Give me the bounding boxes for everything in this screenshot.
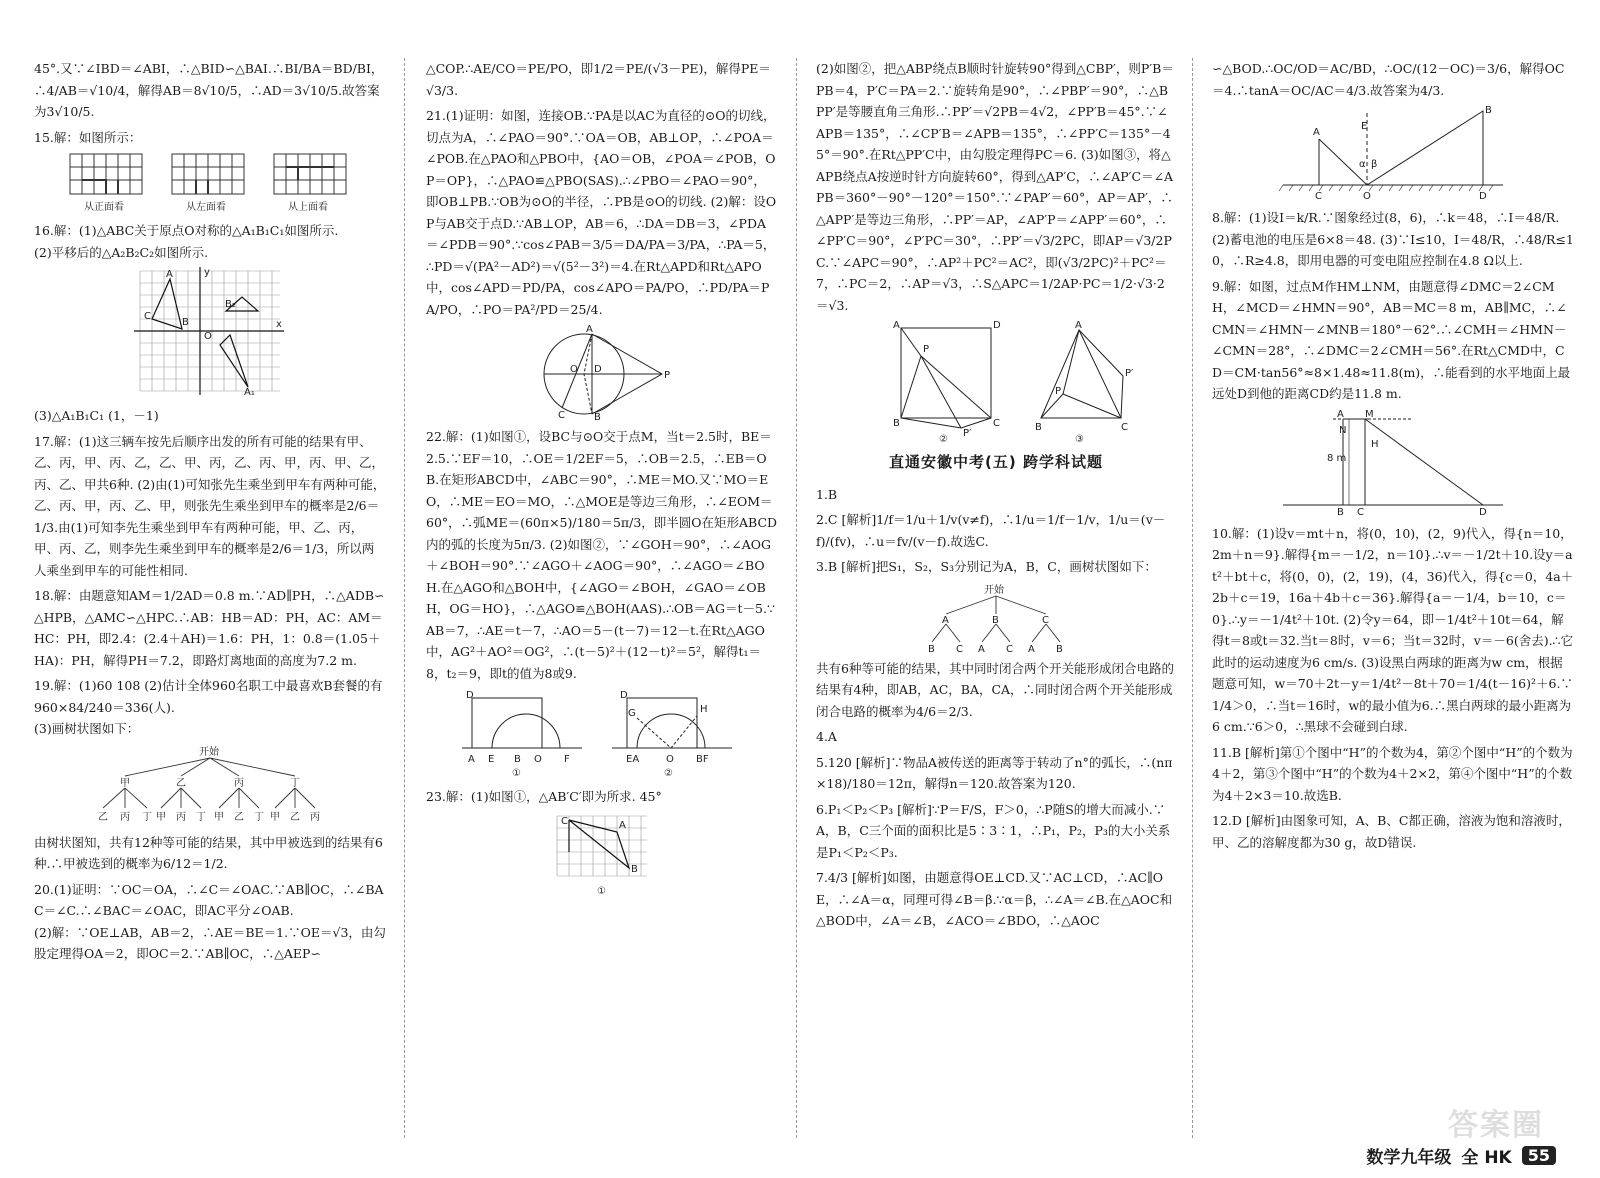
svg-text:A: A [893, 320, 900, 331]
svg-text:B: B [514, 754, 521, 765]
tree-root: 开始 [984, 584, 1004, 596]
view-label-front: 从正面看 [84, 202, 124, 213]
svg-text:M: M [1365, 408, 1374, 420]
footer-subject: 数学九年级 [1366, 1148, 1452, 1168]
column-divider [796, 58, 797, 1138]
tree-leaf: 甲 [270, 811, 280, 823]
tree-node: 乙 [176, 777, 186, 789]
answer-12: 12.D [解析]由图象可知，A、B、C都正确，溶液为饱和溶液时，甲、乙的溶解度都为30 g，故D错误. [1212, 813, 1571, 850]
svg-text:C: C [1315, 191, 1322, 201]
svg-text:B: B [1485, 105, 1492, 116]
answer-18: 18.解：由题意知AM＝1/2AD＝0.8 m.∵AD∥PH，∴△ADB∽△HPB，△AMC∽△HPC.∴AB：HB＝AD：PH，AC：AM＝HC：PH，即2.4：(2.4＋AH)＝1.6：PH，1：0.8＝(1.05＋HA)：PH，解得PH＝7.2，即路灯离地面的高度为7.2 m. [34, 588, 385, 668]
svg-text:C: C [561, 815, 568, 827]
answer-q3: 3.B [解析]把S₁，S₂，S₃分别记为A，B，C，画树状图如下： [816, 559, 1157, 575]
grid-rotation-figure [547, 812, 657, 900]
svg-text:x: x [276, 319, 282, 330]
svg-text:P: P [1055, 386, 1062, 397]
tree-leaf: C [956, 643, 963, 652]
tree-leaf: 乙 [234, 811, 244, 823]
answer-q7: 7.4/3 [解析]如图，由题意得OE⊥CD.又∵AC⊥CD，∴AC∥OE，∴∠A＝α，同理可得∠B＝β.∵α＝β，∴∠A＝∠B.在△AOC和△BOD中，∠A＝∠B，∠ACO＝∠BDO，∴△AOC [816, 870, 1173, 929]
tree-node: 丙 [234, 777, 244, 789]
three-views-figure [60, 152, 360, 214]
column-1 [34, 58, 386, 1138]
svg-text:C: C [1121, 422, 1128, 433]
svg-text:A: A [468, 754, 475, 765]
tree-leaf: B [1056, 643, 1063, 652]
svg-text:B₂: B₂ [225, 299, 236, 310]
svg-text:y: y [204, 267, 210, 278]
svg-text:O: O [534, 754, 542, 765]
answer-14-tail: 45°.又∵∠IBD＝∠ABI，∴△BID∽△BAI.∴BI/BA＝BD/BI，∴4/AB＝√10/4，解得AB＝8√10/5，∴AD＝3√10/5.故答案为3√10/5. [34, 61, 384, 119]
svg-text:H: H [700, 704, 708, 715]
svg-text:H: H [1371, 438, 1379, 450]
page-footer [1366, 1143, 1556, 1168]
answer-q3-conclusion: 共有6种等可能的结果，其中同时闭合两个开关能形成闭合电路的结果有4种，即AB，AC，BA，CA，∴同时闭合两个开关能形成闭合电路的概率为4/6＝2/3. [816, 660, 1174, 719]
answer-23: 23.解：(1)如图①，△AB′C′即为所求. 45° [426, 789, 662, 804]
svg-text:C: C [558, 410, 565, 420]
svg-text:P′: P′ [1125, 368, 1134, 379]
svg-text:O: O [570, 364, 578, 375]
tree-diagram-19 [85, 744, 335, 826]
tree-leaf: 丁 [142, 811, 152, 823]
tree-node: B [992, 614, 999, 626]
svg-text:D: D [466, 690, 474, 701]
answer-q5: 5.120 [解析]∵物品A被传送的距离等于转动了n°的弧长，∴(nπ×18)/180＝12π，解得n＝120.故答案为120. [816, 754, 1173, 792]
svg-text:B: B [594, 412, 601, 420]
svg-text:β: β [1371, 159, 1378, 170]
svg-text:A₁: A₁ [244, 387, 255, 398]
answer-17: 17.解：(1)这三辆车按先后顺序出发的所有可能的结果有甲、乙、丙，甲、丙、乙，乙、甲、丙，乙、丙、甲，丙、甲、乙，丙、乙、甲共6种. (2)由(1)可知张先生乘坐到甲车有两种可能，乙、丙、甲，丙、乙、甲，则张先生乘坐到甲车的概率是2/6＝1/3.由(1)可知李先生乘坐到甲车有两种可能，甲、乙、丙，甲、丙、乙，则李先生乘坐到甲车的概率是2/6＝1/3，所以两人乘坐到甲车的可能性相同. [34, 433, 386, 578]
column-divider [1192, 58, 1193, 1138]
tree-leaf: C [1006, 643, 1013, 652]
svg-text:P: P [664, 370, 671, 381]
tree-leaf: 丙 [310, 811, 320, 823]
svg-text:E: E [488, 754, 495, 765]
answer-19-conclusion: 由树状图知，共有12种等可能的结果，其中甲被选到的结果有6种.∴甲被选到的概率为6/12＝1/2. [34, 834, 383, 871]
svg-text:N: N [1339, 424, 1347, 436]
figure-label: ① [512, 768, 521, 779]
view-label-top: 从上面看 [288, 202, 328, 213]
tree-leaf: A [1028, 643, 1035, 652]
mirror-reflection-figure [1273, 105, 1513, 201]
answer-20-tail: △COP.∴AE/CO＝PE/PO，即1/2＝PE/(√3－PE)，解得PE＝√3/3. [426, 61, 771, 98]
page-number: 55 [1522, 1146, 1556, 1165]
answer-16-3: (3)△A₁B₁C₁ (1，－1) [34, 408, 159, 423]
answer-11: 11.B [解析]第①个图中“H”的个数为4，第②个图中“H”的个数为4＋2，第③个图中“H”的个数为4＋2×2，第④个图中“H”的个数为4＋2×3＝10.故选B. [1212, 744, 1573, 803]
svg-text:C: C [144, 311, 151, 322]
answer-20: 20.(1)证明：∵OC＝OA，∴∠C＝∠OAC.∵AB∥OC，∴∠BAC＝∠C.∴∠BAC＝∠OAC，即AC平分∠OAB. (2)解：∵OE⊥AB，AB＝2，∴AE＝BE＝1.∵OE＝√3，由勾股定理得OA＝2，即OC＝2.∵AB∥OC，∴△AEP∽ [34, 881, 386, 961]
tree-node: C [1042, 614, 1049, 626]
answer-q4: 4.A [816, 729, 837, 745]
tree-node: 丁 [290, 777, 300, 789]
answer-21: 21.(1)证明：如图，连接OB.∵PA是以AC为直径的⊙O的切线，切点为A，∴∠PAO＝90°.∵OA＝OB，AB⊥OP，∴∠POA＝∠POB.在△PAO和△PBO中，{AO＝OB，∠POA＝∠POB，OP＝OP}，∴△PAO≌△PBO(SAS).∴∠PBO＝∠PAO＝90°，即OB⊥PB.∵OB为⊙O的半径，∴PB是⊙O的切线. (2)解：设OP与AB交于点D.∵AB⊥OP，AB＝6，∴DA＝DB＝3，∠PDA＝∠PDB＝90°.∵cos∠PAB＝3/5＝DA/PA＝3/PA，∴PA＝5，∴PD＝√(PA²－AD²)＝√(5²－3²)＝4.在Rt△APD和Rt△APO中，cos∠APD＝PD/PA，cos∠APO＝PA/PO，∴PD/PA＝PA/PO，∴PO＝PA²/PD＝25/4. [426, 108, 777, 317]
rectangle-semicircle-figures [452, 688, 752, 780]
tree-leaf: 甲 [156, 811, 166, 823]
tree-leaf: 丙 [176, 811, 186, 823]
figure-label: ③ [1075, 434, 1084, 444]
watermark-logo: 答案圈 [1448, 1108, 1544, 1143]
svg-text:D: D [1479, 191, 1487, 201]
answer-9: 9.解：如图，过点M作HM⊥NM，由题意得∠DMC＝2∠CMH，∠MCD＝∠HMN＝90°，AB＝MC＝8 m，AB∥MC，∴∠CMN＝∠HMN－∠MNB＝180°－62°.∴∠CMH＝∠HMN－∠CMN＝28°，∴∠DMC＝2∠CMH＝56°.在Rt△CMD中，CD＝CM·tan56°≈8×1.48≈11.8(m)，∴能看到的水平地面上最远处D到他的距离CD约是11.8 m. [1212, 278, 1571, 401]
footer-edition: 全 HK [1461, 1148, 1512, 1168]
tree-leaf: 乙 [290, 811, 300, 823]
light-reflection-figure [1273, 409, 1513, 517]
tree-leaf: B [928, 643, 935, 652]
svg-text:B: B [182, 317, 189, 328]
svg-text:B: B [631, 863, 638, 875]
svg-text:A: A [586, 324, 593, 335]
answer-8: 8.解：(1)设I＝k/R.∵图象经过(8，6)，∴k＝48，∴I＝48/R. (2)蓄电池的电压是6×8＝48. (3)∵I≤10，I＝48/R，∴48/R≤10，∴R≥4.8，即用电器的可变电阻应控制在4.8 Ω以上. [1212, 210, 1574, 268]
answer-q2: 2.C [解析]1/f＝1/u＋1/v(v≠f)，∴1/u＝1/f－1/v，1/u＝(v－f)/(fv)，∴u＝fv/(v－f).故选C. [816, 512, 1166, 549]
tree-leaf: 丁 [196, 811, 206, 823]
answer-10: 10.解：(1)设v＝mt＋n，将(0，10)，(2，9)代入，得{n＝10，2m＋n＝9}.解得{m＝－1/2，n＝10}.∴v＝－1/2t＋10.设y＝at²＋bt＋c，将(0，0)，(2，19)，(4，36)代入，得{c＝0，4a＋2b＋c＝19，16a＋4b＋c＝36}.解得{a＝－1/4，b＝10，c＝0}.∴y＝－1/4t²＋10t. (2)令y＝64，即－1/4t²＋10t＝64，解得t＝8或t＝32.当t＝8时，v＝6；当t＝32时，v＝－6(舍去).∴它此时的运动速度为6 cm/s. (3)设黑白两球的距离为w cm，根据题意可知，w＝70＋2t－y＝1/4t²－8t＋70＝1/4(t－16)²＋6.∵1/4＞0，∴当t＝16时，w的最小值为6.∴黑白两球的最小距离为6 cm.∵6＞0，∴黑球不会碰到白球. [1212, 525, 1574, 734]
answer-7-tail: ∽△BOD.∴OC/OD＝AC/BD，∴OC/(12－OC)＝3/6，解得OC＝4.∴tanA＝OC/AC＝4/3.故答案为4/3. [1212, 61, 1565, 98]
column-4 [1212, 58, 1574, 1138]
svg-text:O: O [1363, 191, 1371, 201]
svg-text:P′: P′ [963, 428, 972, 439]
tree-leaf: 乙 [98, 811, 108, 823]
svg-text:A: A [619, 819, 626, 831]
answer-24-tail: (2)如图②，把△ABP绕点B顺时针旋转90°得到△CBP′，则P′B＝PB＝4，P′C＝PA＝2.∵旋转角是90°，∴∠PBP′＝90°，∴△BPP′是等腰直角三角形.∴PP′＝√2PB＝4√2，∠PP′B＝45°.∵∠APB＝135°，∴∠CP′B＝∠APB＝135°，∴∠PP′C＝135°－45°＝90°.在Rt△PP′C中，由勾股定理得PC＝6. (3)如图③，将△APB绕点A按逆时针方向旋转60°，得到△AP′C，∴∠AP′C＝∠APB＝360°－90°－120°＝150°.∵∠PAP′＝60°，AP＝AP′，∴△APP′是等边三角形，∴PP′＝AP，∠AP′P＝∠APP′＝60°，∴∠PP′C＝90°，∠P′PC＝30°，∴PP′＝√3/2PC，即AP＝√3/2PC.∵∠APC＝90°，∴AP²＋PC²＝AC²，即(√3/2PC)²＋PC²＝7，∴PC＝2，∴AP＝√3，∴S△APC＝1/2AP·PC＝1/2·√3·2＝√3. [816, 61, 1174, 313]
figure-label: ① [597, 885, 606, 897]
section-title: 直通安徽中考(五) 跨学科试题 [889, 453, 1103, 471]
svg-text:A: A [1075, 320, 1082, 331]
rotation-figures [851, 320, 1141, 444]
answer-16: 16.解：(1)△ABC关于原点O对称的△A₁B₁C₁如图所示. (2)平移后的△A₂B₂C₂如图所示. [34, 223, 339, 260]
column-divider [404, 58, 405, 1138]
tree-node: A [942, 614, 949, 626]
answer-22: 22.解：(1)如图①，设BC与⊙O交于点M，当t＝2.5时，BE＝2.5.∵EF＝10，∴OE＝1/2EF＝5，∴OB＝2.5，∴EB＝OB.在矩形ABCD中，∠ABC＝90°，∴ME＝MO.又∵MO＝EO，∴ME＝EO＝MO，∴△MOE是等边三角形，∴∠EOM＝60°，∴弧ME＝(60π×5)/180＝5π/3，即半圆O在矩形ABCD内的弧的长度为5π/3. (2)如图②，∵∠GOH＝90°，∴∠AOG＋∠BOH＝90°.∵∠AGO＋∠AOG＝90°，∴∠AGO＝∠BOH.在△AGO和△BOH中，{∠AGO＝∠BOH，∠GAO＝∠OBH，OG＝HO}，∴△AGO≌△BOH(AAS).∴OB＝AG＝t－5.∵AB＝7，∴AE＝t－7，∴AO＝5－(t－7)＝12－t.在Rt△AGO中，AG²＋AO²＝OG²，∴(t－5)²＋(12－t)²＝5²，解得t₁＝8，t₂＝9，即t的值为8或9. [426, 429, 778, 681]
svg-text:E: E [1361, 121, 1368, 132]
tree-leaf: 甲 [214, 811, 224, 823]
tree-node: 甲 [120, 777, 130, 789]
svg-text:C: C [1357, 506, 1364, 517]
figure-label: ② [939, 434, 948, 444]
svg-text:D: D [993, 320, 1001, 331]
svg-text:G: G [628, 708, 636, 719]
svg-text:C: C [993, 418, 1000, 429]
svg-text:B: B [1337, 506, 1344, 517]
svg-text:P: P [923, 344, 930, 355]
svg-text:BF: BF [696, 754, 709, 765]
tree-root: 开始 [199, 746, 219, 758]
answer-15: 15.解：如图所示： [34, 129, 142, 145]
svg-text:A: A [1313, 127, 1320, 138]
svg-text:O: O [666, 754, 674, 765]
tree-leaf: A [978, 643, 985, 652]
svg-text:B: B [1035, 422, 1042, 433]
svg-text:EA: EA [626, 754, 640, 765]
svg-text:α: α [1359, 159, 1366, 170]
svg-text:D: D [1479, 506, 1487, 517]
svg-text:A: A [1337, 408, 1344, 420]
svg-text:D: D [620, 690, 628, 701]
svg-text:O: O [204, 331, 212, 342]
svg-text:F: F [564, 754, 570, 765]
coordinate-grid-figure [130, 267, 290, 399]
tree-leaf: 丙 [120, 811, 130, 823]
answer-q1: 1.B [816, 486, 838, 502]
column-2 [426, 58, 778, 1138]
tree-diagram-3 [916, 582, 1076, 652]
tree-leaf: 丁 [254, 811, 264, 823]
view-label-left: 从左面看 [186, 202, 226, 213]
column-3 [816, 58, 1176, 1138]
svg-text:A: A [166, 269, 173, 280]
svg-text:D: D [594, 364, 602, 375]
svg-text:8 m: 8 m [1327, 452, 1347, 464]
svg-text:B: B [893, 418, 900, 429]
circle-tangent-figure [522, 324, 682, 420]
figure-label: ② [664, 768, 673, 779]
answer-q6: 6.P₁＜P₂＜P₃ [解析]∵P＝F/S，F＞0，∴P随S的增大而减小.∵A，B，C三个面的面积比是5∶3∶1，∴P₁，P₂，P₃的大小关系是P₁＜P₂＜P₃. [816, 801, 1171, 860]
answer-19: 19.解：(1)60 108 (2)估计全体960名职工中最喜欢B套餐的有960×84/240＝336(人). (3)画树状图如下： [34, 678, 383, 736]
